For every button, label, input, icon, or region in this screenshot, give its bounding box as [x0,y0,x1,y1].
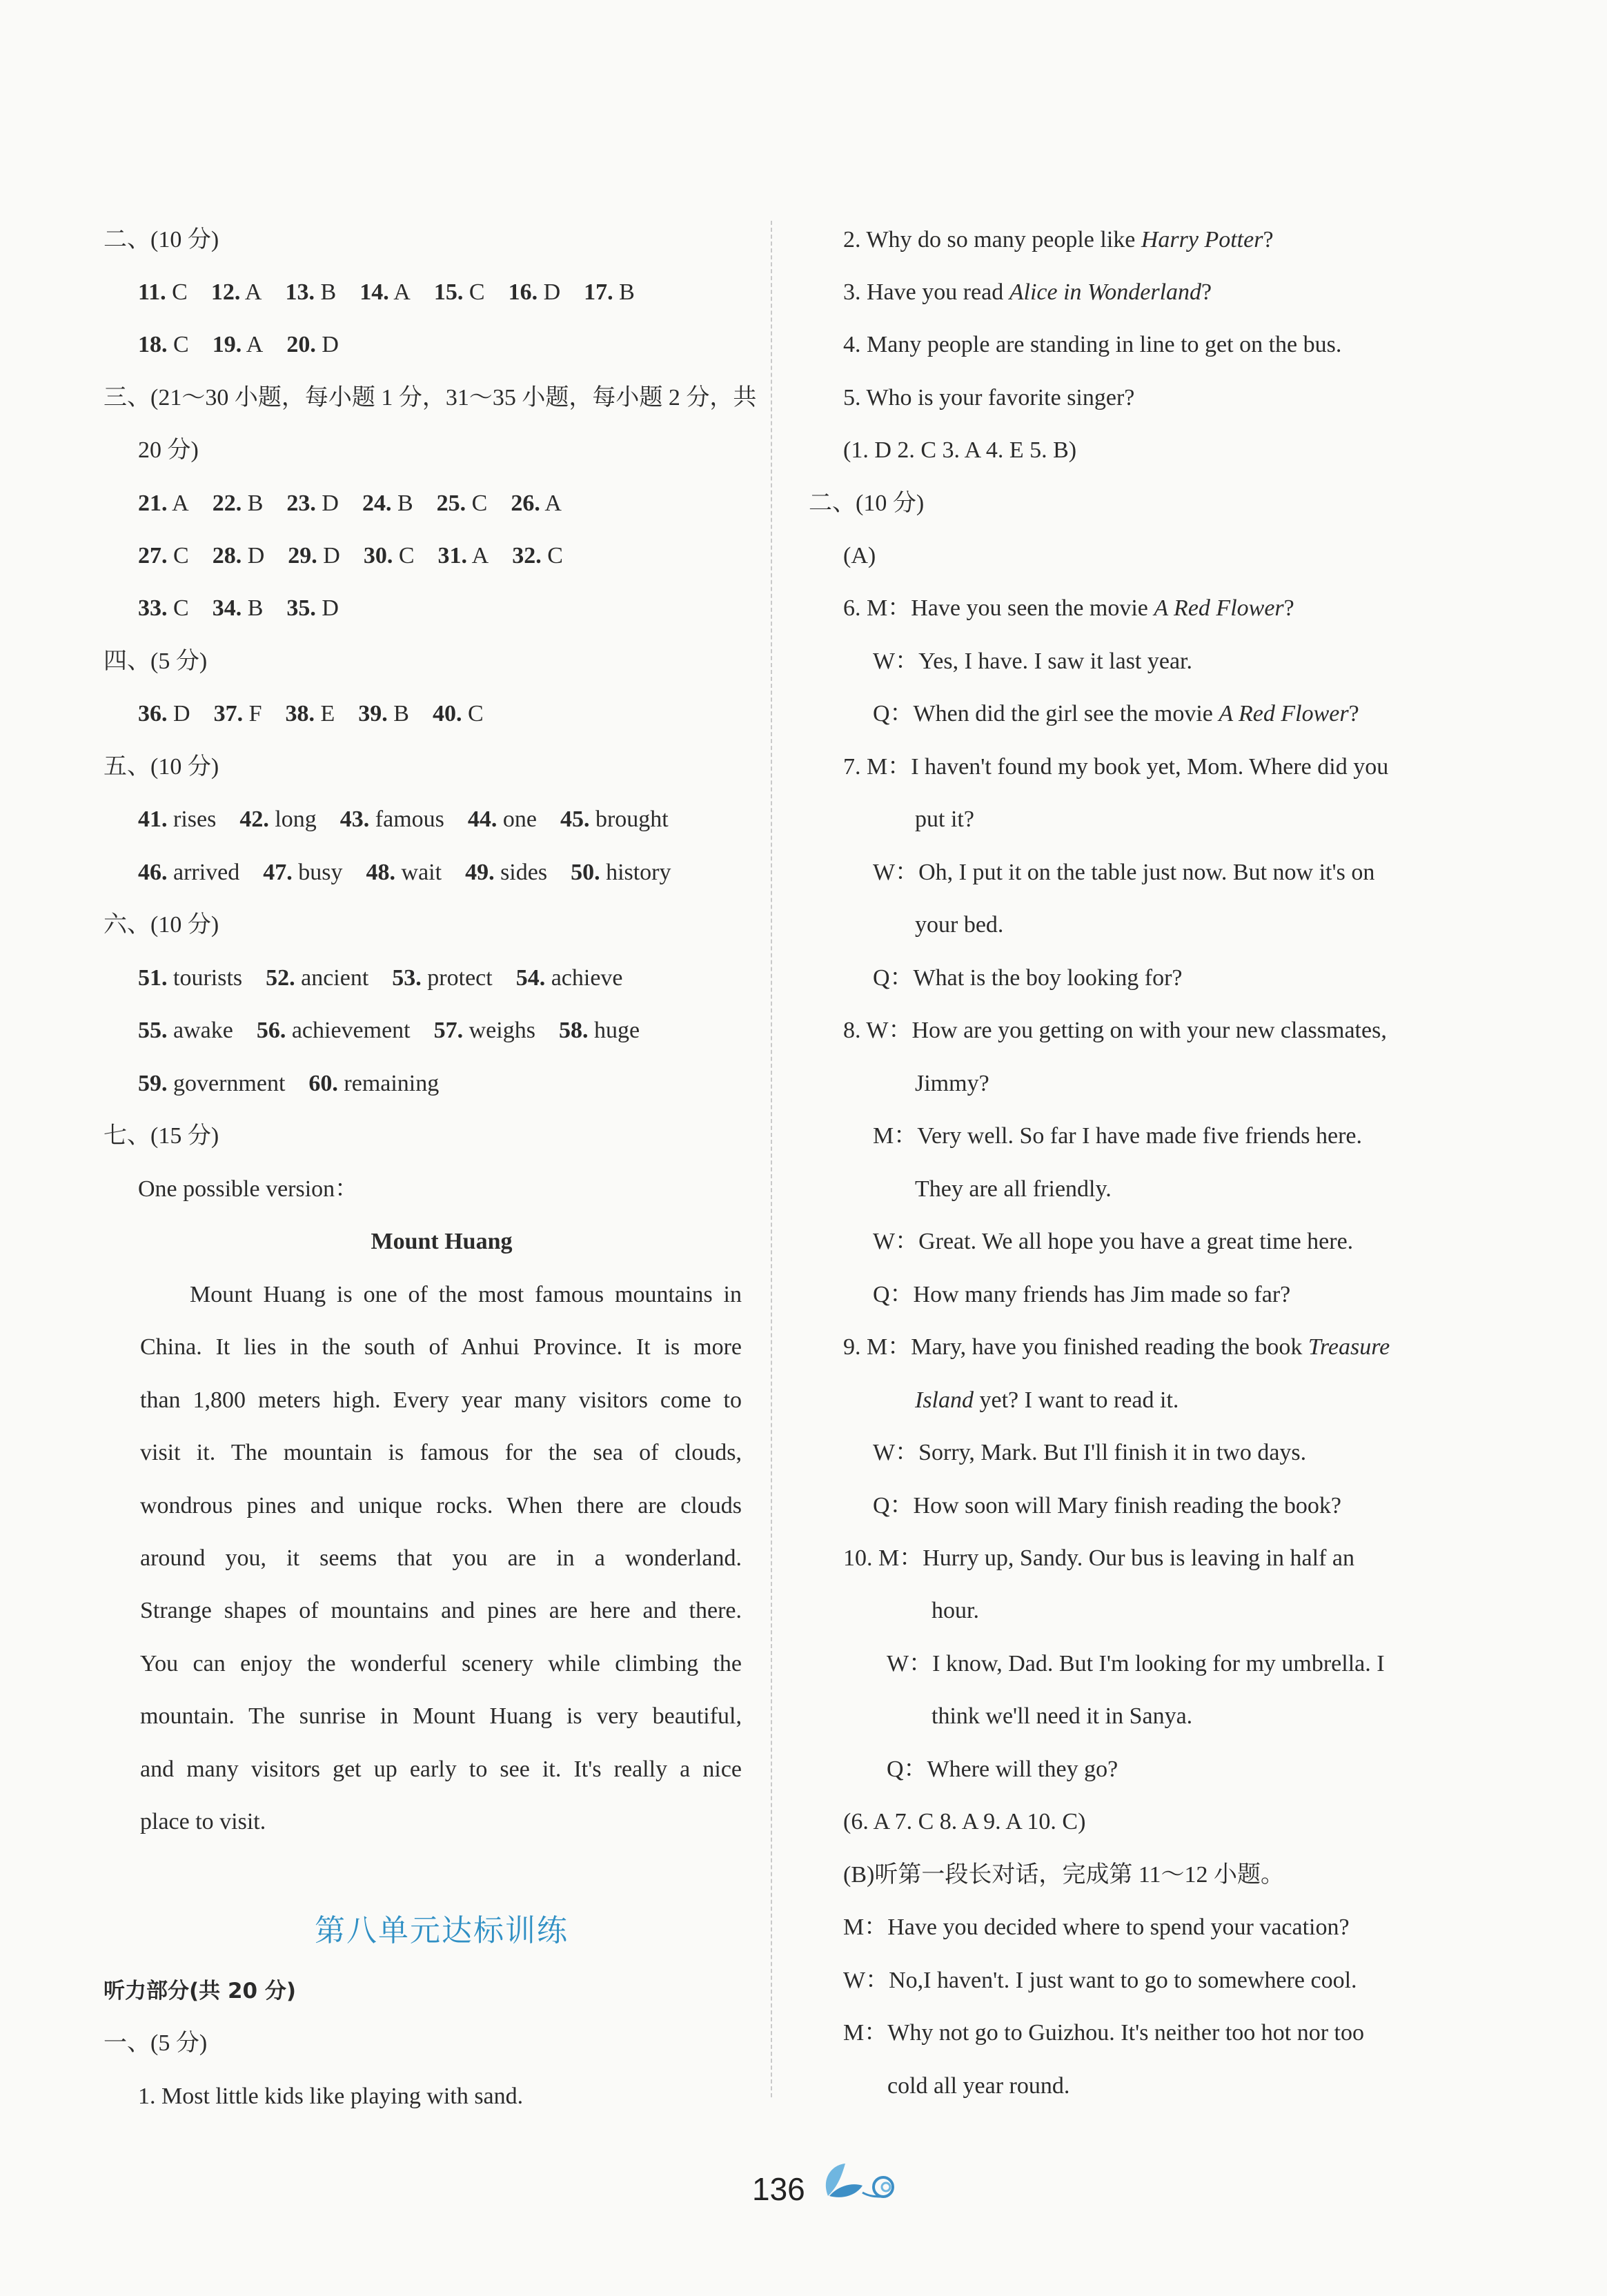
answer: 19. A [212,332,264,357]
essay-line: than 1,800 meters high. Every year many visitors come to [140,1387,742,1413]
q9-man-cont [915,1387,1179,1414]
essay-line: visit it. The mountain is famous for the sea of clouds, [140,1440,742,1465]
text: yet? I want to read it. [974,1387,1179,1413]
answer-row [138,700,507,728]
answer: 17. B [584,279,635,305]
answer: 37. F [213,701,262,726]
answer: 42. long [239,806,317,832]
answer: 35. D [286,595,339,621]
part-b-label: (B)听第一段长对话，完成第 11～12 小题。 [843,1862,1285,1888]
answer: 44. one [467,806,537,832]
movie-title: A Red Flower [1154,595,1284,621]
answer: 25. C [436,491,488,516]
q9-woman: W：Sorry, Mark. But I'll finish it in two days. [873,1440,1307,1465]
section-7-header: 七、(15 分) [103,1123,219,1149]
answer: 56. achievement [256,1018,411,1043]
answer: 59. government [138,1071,286,1096]
q7-woman: W：Oh, I put it on the table just now. But now it's on [873,860,1375,885]
answer: 54. achieve [515,965,623,991]
answer: 24. B [362,491,413,516]
answer: 13. B [285,279,337,305]
q8-man-cont: They are all friendly. [915,1176,1112,1202]
b-man-2-cont: cold all year round. [887,2073,1070,2099]
answer: 55. awake [138,1018,233,1043]
text: Q：When did the girl see the movie [873,701,1219,726]
answer-row [138,859,695,887]
answer: 58. huge [558,1018,640,1043]
part-a-label: (A) [843,543,876,568]
answer: 12. A [210,279,262,305]
page-number: 136 [752,2171,805,2207]
section-3-header-cont: 20 分) [138,437,199,463]
section-2-header: 二、(10 分) [103,227,219,253]
essay-line: around you, it seems that you are in a wonderland. [140,1545,742,1571]
answer: 49. sides [465,860,548,885]
answer: 22. B [212,491,264,516]
answer: 11. C [138,279,188,305]
q9-man [843,1334,1390,1361]
text: 3. Have you read [843,279,1009,305]
answer: 18. C [138,332,189,357]
leaf-swirl-logo-icon [814,2158,925,2206]
answer: 38. E [285,701,335,726]
essay-line: Mount Huang is one of the most famous mountains in [190,1282,742,1307]
essay-line: and many visitors get up early to see it. It's really a nice [140,1756,742,1782]
answer: 20. D [286,332,339,357]
text: ? [1283,595,1294,621]
section-5-header: 五、(10 分) [103,754,219,780]
q6-question [873,700,1359,728]
answer: 21. A [138,491,189,516]
answer: 60. remaining [308,1071,440,1096]
answer: 51. tourists [138,965,243,991]
q10-woman: W：I know, Dad. But I'm looking for my umbrella. I [887,1651,1385,1676]
essay-line: You can enjoy the wonderful scenery while climbing the [140,1651,742,1676]
book-title: Island [915,1387,974,1413]
q10-question: Q：Where will they go? [887,1756,1118,1782]
q8-man: M：Very well. So far I have made five friends here. [873,1123,1363,1149]
answer: 33. C [138,595,189,621]
answer: 28. D [212,543,265,568]
part-1-header: 一、(5 分) [103,2030,208,2056]
q10-man: 10. M：Hurry up, Sandy. Our bus is leaving in half an [843,1545,1354,1571]
q8-woman-cont: Jimmy? [915,1071,989,1096]
essay-line: Strange shapes of mountains and pines are here and there. [140,1598,742,1623]
section-3-header: 三、(21～30 小题，每小题 1 分，31～35 小题，每小题 2 分，共 [103,385,757,410]
q7-woman-cont: your bed. [915,912,1004,938]
q8-woman: 8. W：How are you getting on with your new classmates, [843,1018,1387,1043]
answer: 14. A [359,279,411,305]
question-4: 4. Many people are standing in line to get on the bus. [843,332,1342,357]
answer: 27. C [138,543,189,568]
answer: 48. wait [366,860,442,885]
book-title: Harry Potter [1141,227,1263,253]
q6-man [843,595,1294,622]
section-4-header: 四、(5 分) [103,649,208,674]
essay-intro: One possible version： [138,1176,359,1202]
b-man-2: M：Why not go to Guizhou. It's neither too hot nor too [843,2020,1364,2046]
b-woman-1: W：No,I haven't. I just want to go to somewhere cool. [843,1968,1357,1993]
answer: 29. D [288,543,340,568]
text: ? [1263,227,1274,253]
answer: 36. D [138,701,190,726]
section-6-header: 六、(10 分) [103,912,219,938]
answer: 43. famous [339,806,444,832]
text: 2. Why do so many people like [843,227,1141,253]
answer: 32. C [512,543,563,568]
column-divider [771,221,772,2097]
text: 6. M：Have you seen the movie [843,595,1154,621]
q7-man-cont: put it? [915,806,974,832]
question-1: 1. Most little kids like playing with sand. [138,2084,524,2109]
answer: 41. rises [138,806,217,832]
essay-line: mountain. The sunrise in Mount Huang is very beautiful, [140,1703,742,1729]
question-3 [843,279,1212,306]
answer: 34. B [212,595,264,621]
book-title: Alice in Wonderland [1009,279,1202,305]
answer: 23. D [286,491,339,516]
answer: 47. busy [263,860,343,885]
essay-line: wondrous pines and unique rocks. When there are clouds [140,1493,742,1518]
text: ? [1348,701,1359,726]
answer: 46. arrived [138,860,240,885]
essay-line: place to visit. [140,1809,266,1834]
answer: 30. C [363,543,415,568]
q7-man: 7. M：I haven't found my book yet, Mom. Where did you [843,754,1389,780]
answer-row [138,542,586,570]
answers-6-10: (6. A 7. C 8. A 9. A 10. C) [843,1809,1086,1834]
answer: 40. C [432,701,484,726]
q10-woman-cont: think we'll need it in Sanya. [931,1703,1193,1729]
listening-header: 听力部分(共 20 分) [103,1979,297,2003]
answer: 16. D [508,279,561,305]
q8-woman-2: W：Great. We all hope you have a great time here. [873,1229,1354,1254]
answer-row [138,490,585,517]
answer: 57. weighs [433,1018,535,1043]
answer-row [138,1017,663,1045]
book-title: Treasure [1308,1334,1390,1360]
answer: 39. B [358,701,409,726]
q6-woman: W：Yes, I have. I saw it last year. [873,649,1193,674]
q7-question: Q：What is the boy looking for? [873,965,1183,991]
answer: 26. A [511,491,562,516]
movie-title: A Red Flower [1219,701,1349,726]
answer-row [138,279,658,306]
answer-row [138,331,362,359]
part-2-header: 二、(10 分) [809,491,925,516]
question-5: 5. Who is your favorite singer? [843,385,1135,410]
q8-question: Q：How many friends has Jim made so far? [873,1282,1291,1307]
unit-title: 第八单元达标训练 [315,1913,569,1948]
question-2 [843,226,1274,254]
q9-question: Q：How soon will Mary finish reading the book? [873,1493,1341,1518]
answer: 31. A [437,543,489,568]
answer-row [138,1070,462,1098]
answer: 53. protect [392,965,493,991]
answer-row [138,595,362,622]
answer: 52. ancient [266,965,369,991]
answer: 15. C [433,279,485,305]
q10-man-cont: hour. [931,1598,979,1623]
answer: 50. history [571,860,671,885]
answer: 45. brought [560,806,669,832]
essay-line: China. It lies in the south of Anhui Province. It is more [140,1334,742,1360]
answers-1-5: (1. D 2. C 3. A 4. E 5. B) [843,437,1077,463]
essay-title: Mount Huang [371,1229,513,1254]
answer-row [138,806,692,833]
text: ? [1201,279,1212,305]
text: 9. M：Mary, have you finished reading the book [843,1334,1308,1360]
b-man-1: M：Have you decided where to spend your vacation? [843,1914,1350,1940]
answer-row [138,964,647,992]
